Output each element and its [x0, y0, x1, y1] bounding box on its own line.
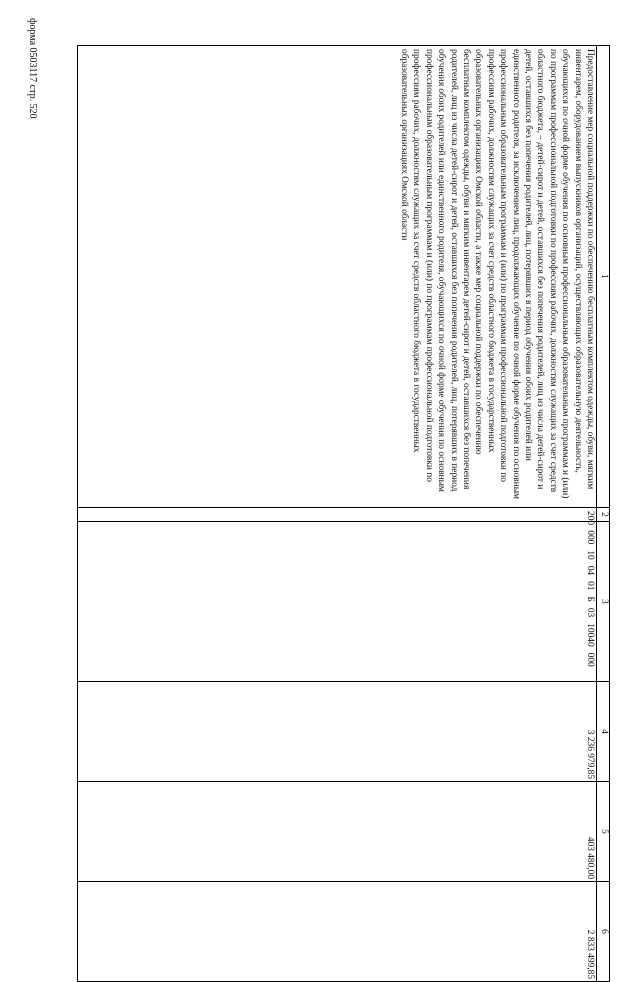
column-number-3: 3 — [597, 522, 610, 682]
table-row — [78, 46, 597, 982]
column-number-1: 1 — [597, 46, 610, 508]
form-reference: форма 0503117 стр. 520 — [27, 18, 38, 119]
code-part: 03 — [585, 607, 595, 618]
code-part: 01 — [585, 581, 595, 591]
line-code: 200 — [78, 508, 597, 522]
column-number-6: 6 — [597, 882, 610, 982]
code-part: 000 — [585, 530, 595, 545]
code-part: 04 — [585, 565, 595, 576]
code-part: Б — [585, 596, 595, 602]
unexecuted-amount: 2 833 499,85 — [78, 882, 597, 982]
code-part: 10 — [585, 550, 595, 560]
code-part: 10040 — [585, 623, 595, 647]
column-number-5: 5 — [597, 782, 610, 882]
budget-execution-table — [77, 45, 610, 982]
approved-amount: 3 236 979,85 — [78, 682, 597, 782]
column-number-row — [597, 46, 610, 982]
column-number-2: 2 — [597, 508, 610, 522]
executed-amount: 403 480,00 — [78, 782, 597, 882]
code-part: 000 — [585, 652, 595, 667]
row-description: Предоставление мер социальной поддержки по обеспечению бесплатным комплектом одежды, обуви, мягким инвентарем, оборудованием выпускников организаций, осуществляющих образовательную деятельность, обучающихся по очной форме обучения по основным профессиональным образовательным программам и (или) по программам профессиональной подготовки по профессиям рабочих, должностям служащих за счет средств областного бюджета, – детей-сирот и детей, оставшихся без попечения родителей, лиц из числа детей-сирот и детей, оставшихся без попечения родителей, лиц, потерявших в период обучения обоих родителей или единственного родителя, за исключением лиц, продолжающих обучение по очной форме обучения по основным профессиональным образовательным программам и (или) по программам профессиональной подготовки по профессиям рабочих, должностям служащих за счет средств областного бюджета в государственных образовательных организациях Омской области, а также мер социальной поддержки по обеспечению бесплатным комплектом одежды, обуви и мягким инвентарем детей-сирот и детей, оставшихся без попечения родителей, лиц из числа детей-сирот и детей, оставшихся без попечения родителей, лиц, потерявших в период обучения обоих родителей или единственного родителя, обучающихся по очной форме обучения по основным профессиональным образовательным программам и (или) по программам профессиональной подготовки по профессиям рабочих, должностям служащих за счет средств областного бюджета в государственных образовательных организациях Омской области — [78, 46, 597, 508]
budget-classification-code — [78, 522, 597, 682]
column-number-4: 4 — [597, 682, 610, 782]
